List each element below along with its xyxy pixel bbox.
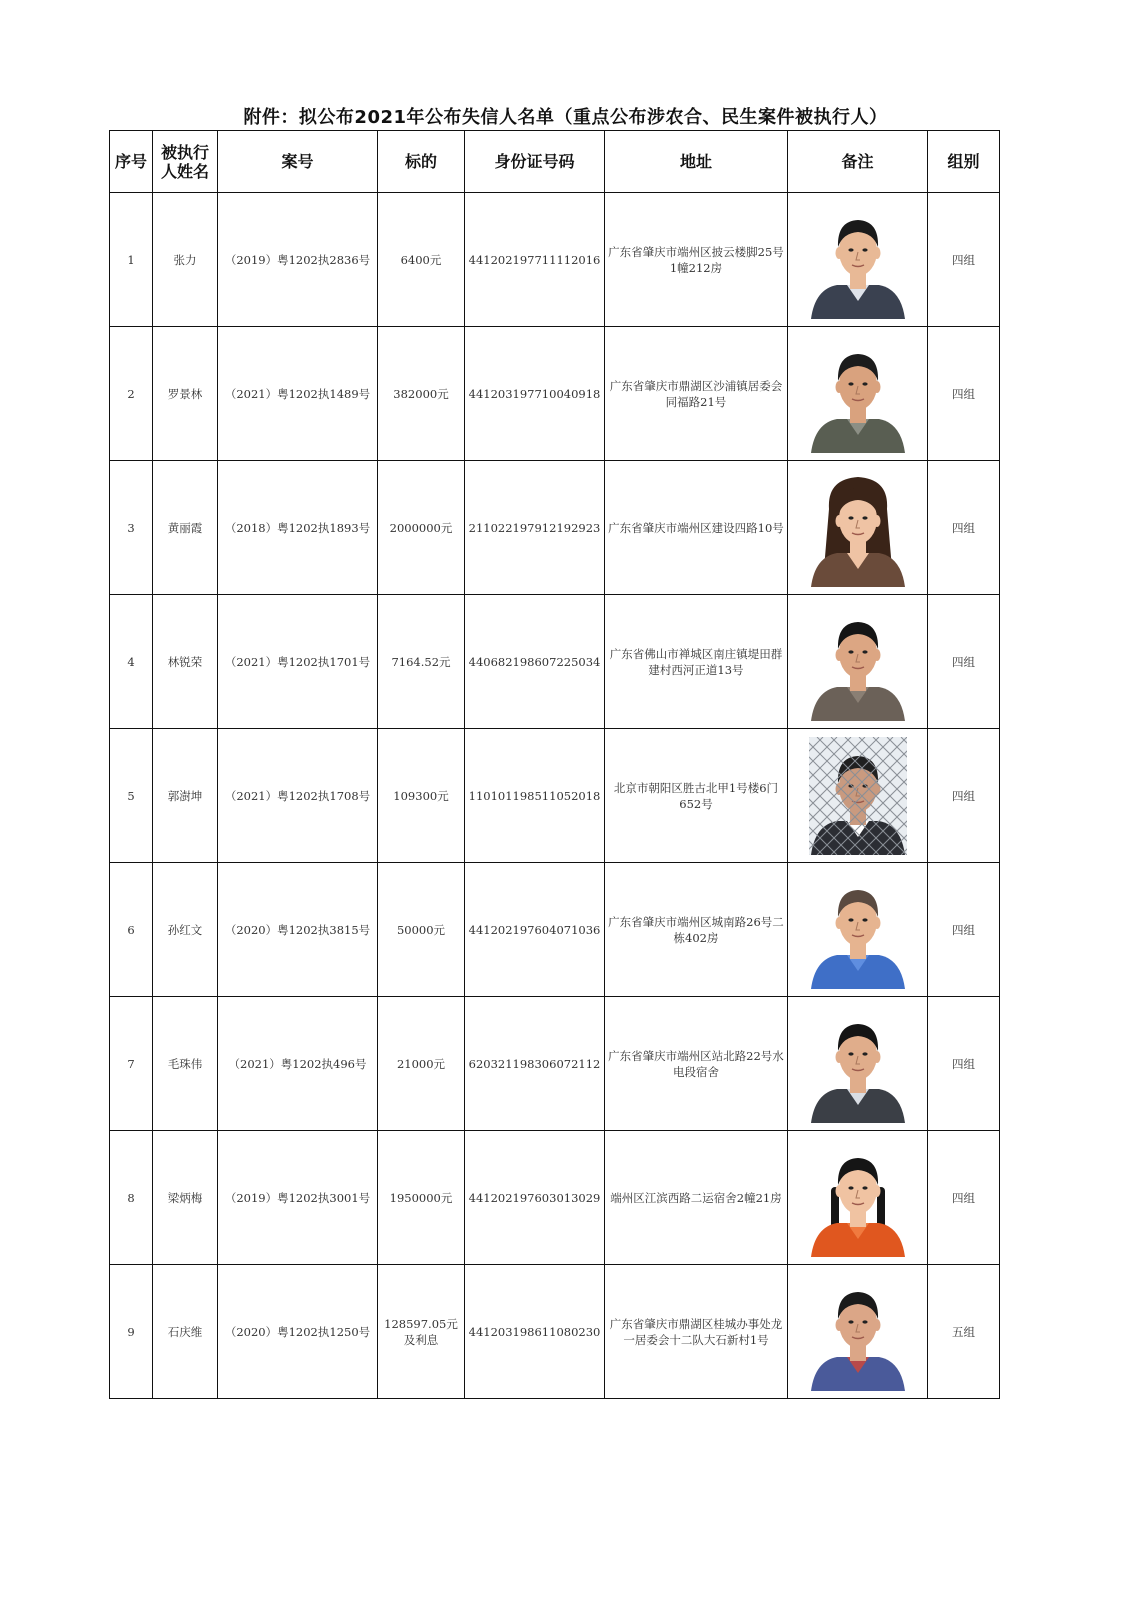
cell-remark: [788, 1131, 928, 1265]
table-body: [110, 193, 1000, 1399]
cell-index: 8: [110, 1131, 153, 1265]
left-eye: [848, 1186, 853, 1189]
left-eye: [848, 650, 853, 653]
cell-id-no: 441203197710040918: [465, 327, 605, 461]
cell-address: 广东省肇庆市端州区站北路22号水电段宿舍: [605, 997, 788, 1131]
header-id-no: 身份证号码: [465, 131, 605, 193]
cell-case-no: （2021）粤1202执1708号: [218, 729, 378, 863]
right-eye: [862, 382, 867, 385]
header-name: 被执行人姓名: [153, 131, 218, 193]
portrait-photo: [809, 201, 907, 319]
cell-remark: [788, 1265, 928, 1399]
cell-name: 毛珠伟: [153, 997, 218, 1131]
cell-index: 9: [110, 1265, 153, 1399]
cell-group: 四组: [928, 461, 1000, 595]
cell-index: 6: [110, 863, 153, 997]
right-eye: [862, 1320, 867, 1323]
right-ear: [873, 381, 880, 393]
cell-group: 四组: [928, 863, 1000, 997]
table-row: [110, 997, 1000, 1131]
portrait-photo: [809, 469, 907, 587]
right-ear: [873, 247, 880, 259]
cell-index: 1: [110, 193, 153, 327]
judgment-debtor-table: [109, 130, 1000, 1399]
cell-id-no: 441203198611080230: [465, 1265, 605, 1399]
left-eye: [848, 1052, 853, 1055]
portrait-photo: [809, 1139, 907, 1257]
table-row: [110, 595, 1000, 729]
right-ear: [873, 1051, 880, 1063]
cell-id-no: 620321198306072112: [465, 997, 605, 1131]
cell-name: 黄丽霞: [153, 461, 218, 595]
portrait-photo: [809, 603, 907, 721]
right-ear: [873, 917, 880, 929]
portrait-photo: [809, 1005, 907, 1123]
left-ear: [835, 1319, 842, 1331]
cell-index: 2: [110, 327, 153, 461]
cell-amount: 1950000元: [378, 1131, 465, 1265]
cell-amount: 2000000元: [378, 461, 465, 595]
cell-case-no: （2021）粤1202执1489号: [218, 327, 378, 461]
cell-name: 张力: [153, 193, 218, 327]
right-eye: [862, 248, 867, 251]
page-title: 附件：拟公布2021年公布失信人名单（重点公布涉农合、民生案件被执行人）: [243, 107, 888, 128]
right-eye: [862, 1186, 867, 1189]
cell-amount: 21000元: [378, 997, 465, 1131]
table-header-row: [110, 131, 1000, 193]
portrait-photo: [809, 737, 907, 855]
header-index: 序号: [110, 131, 153, 193]
left-ear: [835, 1051, 842, 1063]
right-eye: [862, 1052, 867, 1055]
cell-address: 广东省肇庆市端州区建设四路10号: [605, 461, 788, 595]
cell-remark: [788, 997, 928, 1131]
cell-remark: [788, 729, 928, 863]
cell-amount: 109300元: [378, 729, 465, 863]
cell-group: 四组: [928, 1131, 1000, 1265]
table-row: [110, 1131, 1000, 1265]
cell-address: 北京市朝阳区胜古北甲1号楼6门652号: [605, 729, 788, 863]
cell-id-no: 110101198511052018: [465, 729, 605, 863]
cell-id-no: 441202197603013029: [465, 1131, 605, 1265]
cell-case-no: （2021）粤1202执496号: [218, 997, 378, 1131]
table-row: [110, 863, 1000, 997]
left-eye: [848, 516, 853, 519]
left-eye: [848, 1320, 853, 1323]
left-ear: [835, 515, 842, 527]
header-group: 组别: [928, 131, 1000, 193]
right-eye: [862, 918, 867, 921]
cell-case-no: （2020）粤1202执1250号: [218, 1265, 378, 1399]
portrait-photo: [809, 871, 907, 989]
right-ear: [873, 515, 880, 527]
cell-id-no: 211022197912192923: [465, 461, 605, 595]
cell-case-no: （2018）粤1202执1893号: [218, 461, 378, 595]
left-ear: [835, 381, 842, 393]
header-amount: 标的: [378, 131, 465, 193]
cell-id-no: 441202197711112016: [465, 193, 605, 327]
portrait-photo: [809, 1273, 907, 1391]
cell-address: 广东省佛山市禅城区南庄镇堤田群建村西河正道13号: [605, 595, 788, 729]
table-row: [110, 729, 1000, 863]
cell-index: 3: [110, 461, 153, 595]
cell-case-no: （2019）粤1202执2836号: [218, 193, 378, 327]
cell-name: 梁炳梅: [153, 1131, 218, 1265]
cell-remark: [788, 461, 928, 595]
table-row: [110, 327, 1000, 461]
cell-group: 四组: [928, 327, 1000, 461]
table-row: [110, 193, 1000, 327]
cell-remark: [788, 193, 928, 327]
cell-id-no: 440682198607225034: [465, 595, 605, 729]
left-ear: [835, 649, 842, 661]
cell-name: 罗景林: [153, 327, 218, 461]
left-eye: [848, 382, 853, 385]
cell-amount: 7164.52元: [378, 595, 465, 729]
header-case-no: 案号: [218, 131, 378, 193]
cell-group: 四组: [928, 595, 1000, 729]
cell-index: 4: [110, 595, 153, 729]
cell-address: 广东省肇庆市鼎湖区沙浦镇居委会同福路21号: [605, 327, 788, 461]
table-row: [110, 461, 1000, 595]
left-eye: [848, 248, 853, 251]
cell-group: 五组: [928, 1265, 1000, 1399]
cell-address: 端州区江滨西路二运宿舍2幢21房: [605, 1131, 788, 1265]
cell-case-no: （2019）粤1202执3001号: [218, 1131, 378, 1265]
right-eye: [862, 516, 867, 519]
left-ear: [835, 917, 842, 929]
right-ear: [873, 649, 880, 661]
right-eye: [862, 650, 867, 653]
cell-amount: 382000元: [378, 327, 465, 461]
portrait-photo: [809, 335, 907, 453]
cell-group: 四组: [928, 193, 1000, 327]
cell-address: 广东省肇庆市端州区披云楼脚25号1幢212房: [605, 193, 788, 327]
cell-address: 广东省肇庆市端州区城南路26号二栋402房: [605, 863, 788, 997]
cell-case-no: （2020）粤1202执3815号: [218, 863, 378, 997]
cell-case-no: （2021）粤1202执1701号: [218, 595, 378, 729]
cell-id-no: 441202197604071036: [465, 863, 605, 997]
right-ear: [873, 1185, 880, 1197]
cell-remark: [788, 327, 928, 461]
cell-group: 四组: [928, 729, 1000, 863]
cell-amount: 6400元: [378, 193, 465, 327]
cell-index: 7: [110, 997, 153, 1131]
cell-name: 郭澍坤: [153, 729, 218, 863]
left-ear: [835, 1185, 842, 1197]
cell-index: 5: [110, 729, 153, 863]
cell-amount: 50000元: [378, 863, 465, 997]
left-eye: [848, 918, 853, 921]
cell-address: 广东省肇庆市鼎湖区桂城办事处龙一居委会十二队大石新村1号: [605, 1265, 788, 1399]
header-address: 地址: [605, 131, 788, 193]
header-remark: 备注: [788, 131, 928, 193]
cell-amount: 128597.05元及利息: [378, 1265, 465, 1399]
cell-remark: [788, 595, 928, 729]
cell-name: 石庆维: [153, 1265, 218, 1399]
right-ear: [873, 1319, 880, 1331]
table-row: [110, 1265, 1000, 1399]
cell-group: 四组: [928, 997, 1000, 1131]
cell-name: 林锐荣: [153, 595, 218, 729]
cell-remark: [788, 863, 928, 997]
cell-name: 孙红文: [153, 863, 218, 997]
left-ear: [835, 247, 842, 259]
